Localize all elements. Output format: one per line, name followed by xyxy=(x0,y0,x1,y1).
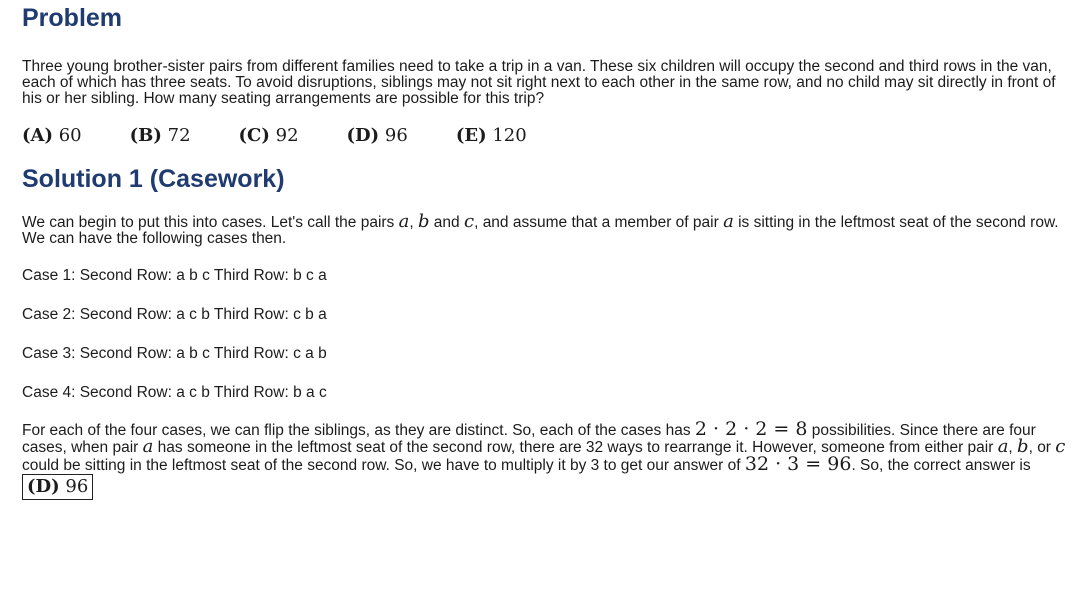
conclusion-text: has someone in the leftmost seat of the second row, there are 32 ways to rearrange it. However, someone from either pair xyxy=(153,439,998,456)
case-4: Case 4: Second Row: a c b Third Row: b a c xyxy=(22,384,327,401)
problem-heading: Problem xyxy=(22,4,123,32)
choice-value: 120 xyxy=(492,124,527,146)
case-1: Case 1: Second Row: a b c Third Row: b c a xyxy=(22,267,327,284)
answer-value: 96 xyxy=(65,476,89,497)
choice-letter: (E) xyxy=(455,124,487,146)
solution-heading: Solution 1 (Casework) xyxy=(22,165,285,193)
case-3: Case 3: Second Row: a b c Third Row: c a b xyxy=(22,345,327,362)
intro-text: is sitting in the leftmost seat of the second row. We can have the following cases then. xyxy=(22,214,1059,247)
math-var-a: a xyxy=(723,211,734,232)
choice-letter: (D) xyxy=(346,124,380,146)
solution-conclusion xyxy=(22,418,1068,500)
intro-text: , xyxy=(409,214,418,231)
math-equation: 32 · 3 = 96 xyxy=(744,453,852,475)
answer-letter: (D) xyxy=(27,476,60,497)
choice-d xyxy=(347,125,408,146)
answer-choices xyxy=(22,121,1068,149)
math-var-a: a xyxy=(142,436,154,457)
conclusion-text: could be sitting in the leftmost seat of the second row. So, we have to multiply it by 3 to get our answer of xyxy=(22,457,745,474)
math-var-c: c xyxy=(1055,436,1066,457)
choice-c xyxy=(239,125,299,146)
conclusion-text: , or xyxy=(1028,439,1056,456)
choice-letter: (C) xyxy=(238,124,270,146)
choice-value: 96 xyxy=(384,124,408,146)
conclusion-text: . So, the correct answer is xyxy=(851,457,1031,474)
solution-intro xyxy=(22,211,1068,247)
math-var-c: c xyxy=(463,211,475,232)
choice-value: 72 xyxy=(167,124,191,146)
choice-letter: (A) xyxy=(22,124,53,146)
math-equation: 2 · 2 · 2 = 8 xyxy=(694,418,808,440)
math-var-b: b xyxy=(417,211,430,232)
intro-text: and xyxy=(429,214,464,231)
conclusion-text: , xyxy=(1008,439,1018,456)
intro-text: , and assume that a member of pair xyxy=(474,214,724,231)
math-var-a: a xyxy=(997,436,1009,457)
choice-value: 60 xyxy=(58,124,82,146)
boxed-answer xyxy=(22,474,93,500)
conclusion-text: For each of the four cases, we can flip the siblings, as they are distinct. So, each of the cases has xyxy=(22,422,695,439)
choice-value: 92 xyxy=(275,124,299,146)
page-content xyxy=(22,0,1068,500)
intro-text: We can begin to put this into cases. Let's call the pairs xyxy=(22,214,399,231)
conclusion-text: possibilities. Since there are four cases, when pair xyxy=(22,422,1036,456)
math-var-b: b xyxy=(1017,436,1029,457)
choice-letter: (B) xyxy=(129,124,162,146)
problem-text: Three young brother-sister pairs from different families need to take a trip in a van. These six children will occupy the second and third rows in the van, each of which has three seats. To avoid disruptions, siblings may not sit right next to each other in the same row, and no child may sit directly in front of his or her sibling. How many seating arrangements are possible for this trip? xyxy=(22,58,1056,107)
choice-a xyxy=(22,125,82,146)
math-var-a: a xyxy=(398,211,410,232)
choice-b xyxy=(130,125,191,146)
case-2: Case 2: Second Row: a c b Third Row: c b a xyxy=(22,306,327,323)
choice-e xyxy=(456,125,527,146)
